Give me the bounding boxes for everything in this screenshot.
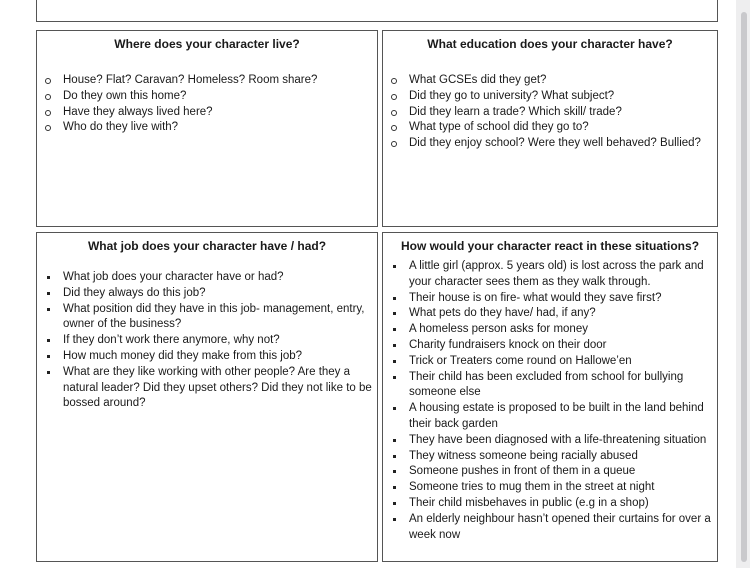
education-box	[382, 30, 718, 227]
list-item: Have they always lived here?	[37, 105, 377, 121]
home-question-list	[37, 73, 377, 136]
previous-section-box	[36, 0, 718, 22]
list-item: What pets do they have/ had, if any?	[383, 306, 717, 322]
list-item: What position did they have in this job- management, entry, owner of the business?	[37, 302, 377, 334]
list-item: House? Flat? Caravan? Homeless? Room share?	[37, 73, 377, 89]
home-box-title: Where does your character live?	[114, 37, 300, 51]
list-item: Someone pushes in front of them in a queue	[383, 464, 717, 480]
situations-question-list	[383, 259, 717, 543]
home-box	[36, 30, 378, 227]
list-item: An elderly neighbour hasn’t opened their curtains for over a week now	[383, 512, 717, 544]
scrollbar-thumb[interactable]	[741, 12, 747, 562]
list-item: If they don’t work there anymore, why not?	[37, 333, 377, 349]
list-item: Trick or Treaters come round on Hallowe’en	[383, 354, 717, 370]
list-item: Do they own this home?	[37, 89, 377, 105]
list-item: Did they enjoy school? Were they well behaved? Bullied?	[383, 136, 717, 152]
list-item: A homeless person asks for money	[383, 322, 717, 338]
list-item: Their house is on fire- what would they save first?	[383, 291, 717, 307]
list-item: They have been diagnosed with a life-threatening situation	[383, 433, 717, 449]
list-item: Who do they live with?	[37, 120, 377, 136]
list-item: Did they go to university? What subject?	[383, 89, 717, 105]
list-item: What job does your character have or had?	[37, 270, 377, 286]
list-item: They witness someone being racially abused	[383, 449, 717, 465]
list-item: A housing estate is proposed to be built in the land behind their back garden	[383, 401, 717, 433]
list-item: What GCSEs did they get?	[383, 73, 717, 89]
situations-box-title: How would your character react in these situations?	[400, 239, 700, 253]
list-item: Did they learn a trade? Which skill/ trade?	[383, 105, 717, 121]
list-item: Their child misbehaves in public (e.g in a shop)	[383, 496, 717, 512]
job-question-list	[37, 270, 377, 412]
education-question-list	[383, 73, 717, 152]
vertical-scrollbar[interactable]	[736, 0, 750, 568]
list-item: What are they like working with other people? Are they a natural leader? Did they upset others? Did they not like to be bossed around?	[37, 365, 377, 412]
job-box	[36, 232, 378, 562]
list-item: Their child has been excluded from school for bullying someone else	[383, 370, 717, 402]
list-item: Did they always do this job?	[37, 286, 377, 302]
job-box-title: What job does your character have / had?	[87, 239, 327, 253]
list-item: What type of school did they go to?	[383, 120, 717, 136]
list-item: A little girl (approx. 5 years old) is lost across the park and your character sees them as they walk through.	[383, 259, 717, 291]
list-item: How much money did they make from this job?	[37, 349, 377, 365]
list-item: Charity fundraisers knock on their door	[383, 338, 717, 354]
list-item: Someone tries to mug them in the street at night	[383, 480, 717, 496]
situations-box	[382, 232, 718, 562]
education-box-title: What education does your character have?	[427, 37, 673, 51]
